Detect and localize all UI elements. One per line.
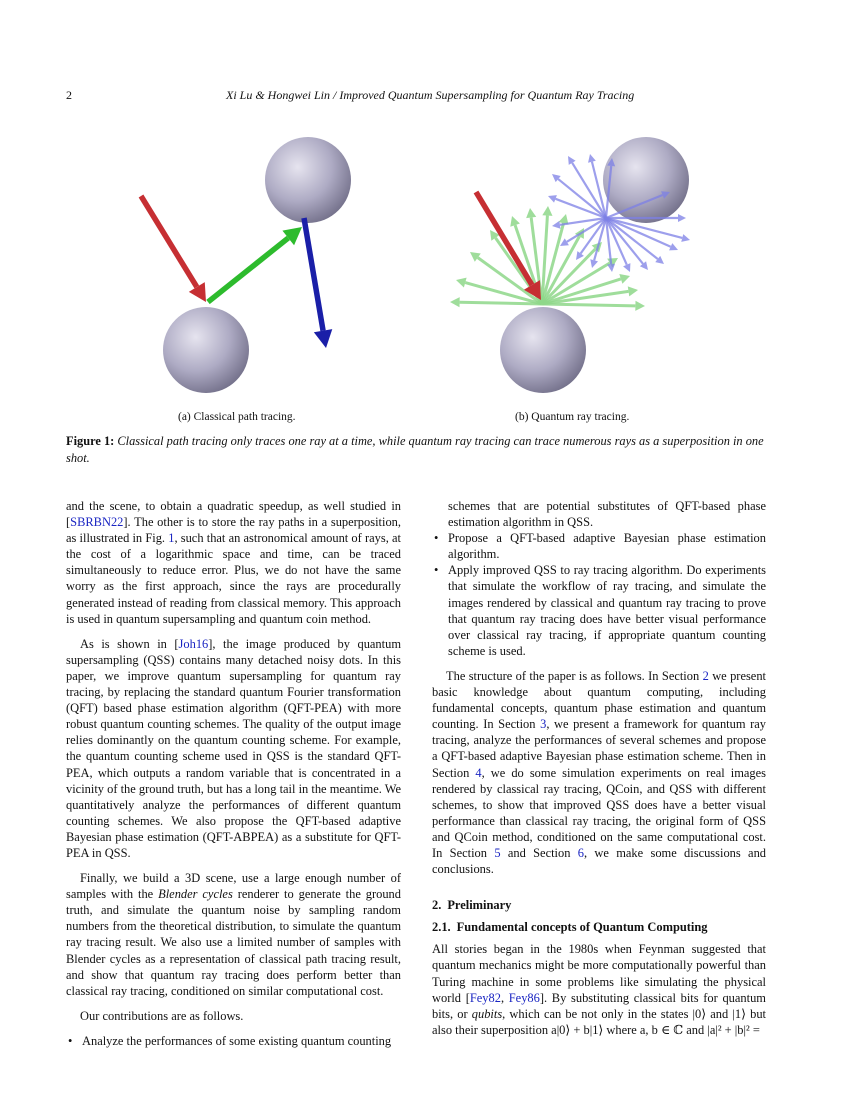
running-head: Xi Lu & Hongwei Lin / Improved Quantum Supersampling for Quantum Ray Tracing	[226, 88, 635, 102]
arrow-icon	[476, 192, 541, 300]
text: and the scene, to obtain a quadratic speedup, as well studied in [	[66, 499, 401, 530]
sphere-icon	[265, 137, 351, 223]
panel-a-classical	[141, 137, 351, 393]
subcaption-b: (b) Quantum ray tracing.	[515, 411, 630, 423]
arrow-icon	[208, 227, 302, 302]
paragraph-1	[66, 498, 401, 627]
section-ref-link[interactable]: 4	[475, 765, 482, 780]
arrow-icon	[304, 218, 332, 348]
text: ]. By substituting classical bits for quantum bits, or	[432, 990, 766, 1021]
text: , we do some simulation experiments on real images rendered by classical ray tracing, QCoin, and QSS with different schemes, to show that improved QSS does have a better visual performance than classical ray tracing, the original form of QSS and QCoin method, conditioned on the same computational cost. In Section	[432, 765, 766, 860]
arrow-icon	[470, 252, 542, 304]
text: Analyze the performances of some existing quantum counting	[82, 1033, 392, 1048]
text: Apply improved QSS to ray tracing algorithm. Do experiments that simulate the workflow of ray tracing, and simulate the images rendered by classical and quantum ray tracing to prove that quantum ray tracing does have better visual performance over classical ray tracing, if appropriate quantum counting scheme is used.	[448, 563, 766, 658]
section-ref-link[interactable]: 5	[494, 845, 501, 860]
text: we present basic knowledge about quantum computing, including fundamental concepts, quantum phase estimation and quantum counting. In Section	[432, 668, 766, 732]
bullet-icon: •	[434, 563, 439, 578]
section-ref-link[interactable]: 2	[702, 668, 709, 683]
arrow-icon	[588, 154, 606, 218]
emphasis: Blender cycles	[158, 887, 233, 902]
panel-b-quantum	[450, 137, 690, 393]
list-item	[432, 530, 766, 562]
subcaption-a: (a) Classical path tracing.	[178, 411, 296, 423]
list-item	[432, 498, 766, 530]
contributions-list-cont	[432, 498, 766, 659]
text: The structure of the paper is as follows. In Section	[446, 668, 703, 683]
left-column	[66, 498, 401, 1049]
text: and Section	[500, 845, 578, 860]
text: As is shown in [	[80, 636, 179, 651]
arrow-icon	[568, 156, 606, 218]
text: , we make some discussions and conclusions.	[432, 845, 767, 877]
citation-link[interactable]: Fey82	[469, 990, 501, 1005]
page-number: 2	[66, 88, 72, 102]
figure-1	[0, 130, 850, 420]
emphasis: qubits	[471, 1006, 503, 1021]
paragraph-2	[66, 636, 401, 861]
text: All stories began in the 1980s when Feynman suggested that quantum mechanics might be more computationally powerful than Turing machine in some problems like simulating the physical world [	[432, 942, 766, 1005]
arrow-icon	[141, 196, 206, 302]
subsection-title: Fundamental concepts of Quantum Computing	[456, 920, 708, 935]
section-number: 2.	[432, 898, 442, 913]
citation-link[interactable]: Joh16	[178, 636, 209, 651]
text: ], the image produced by quantum supersampling (QSS) contains many detached noisy dots. In this paper, we improve quantum supersampling for quantum ray tracing, by replacing the standard quantum Fourier transformation (QFT) based phase estimation algorithm (QFT-PEA) with more robust quantum counting schemes. The quality of the output image relies dominantly on the quantum counting scheme. For example, the quantum counting scheme used in QSS is the standard QFT-PEA, which outputs a random variable that is concentrated in a vicinity of the ground truth, but has a long tail in the meantime. We quantitatively analyze the performances of different quantum counting schemes. We also propose the QFT-based adaptive Bayesian phase estimation (QFT-ABPEA) as a substitute for QFT-PEA in QSS.	[66, 636, 401, 860]
text: ,	[500, 990, 509, 1005]
bullet-icon: •	[434, 531, 439, 546]
figure-label: Figure 1:	[66, 434, 115, 448]
bullet-icon: •	[68, 1033, 73, 1048]
text: Finally, we build a 3D scene, use a large enough number of samples with the	[66, 871, 401, 902]
figure-caption-text: Classical path tracing only traces one ray at a time, while quantum ray tracing can trace numerous rays as a superposition in one shot.	[66, 434, 764, 465]
list-item	[432, 562, 766, 659]
figure-caption	[66, 433, 784, 467]
contributions-list	[66, 1033, 401, 1049]
citation-link[interactable]: Fey86	[508, 990, 540, 1005]
section-ref-link[interactable]: 6	[577, 845, 584, 860]
sphere-icon	[603, 137, 689, 223]
section-heading	[432, 897, 766, 913]
paragraph-5	[432, 668, 766, 877]
subsection-number: 2.1.	[432, 920, 451, 935]
text: , which can be not only in the states |0⟩ and |1⟩ but also their superposition a|0⟩ + b|1⟩ where a, b ∈ ℂ and |a|² + |b|² =	[432, 1006, 766, 1037]
paragraph-6	[432, 941, 766, 1038]
page-header	[66, 88, 784, 104]
arrow-icon	[548, 195, 606, 218]
sphere-icon	[500, 307, 586, 393]
list-item	[66, 1033, 401, 1049]
arrow-icon	[552, 174, 606, 218]
section-ref-link[interactable]: 3	[540, 717, 547, 732]
figure-1-illustration	[0, 130, 850, 420]
figure-ref-link[interactable]: 1	[168, 531, 175, 546]
paragraph-4: Our contributions are as follows.	[80, 1008, 244, 1023]
text: renderer to generate the ground truth, and simulate the quantum noise by sampling random numbers from the theoretical distribution, to simulate the quantum ray tracing result. We also use a limited number of samples with Blender cycles as a representation of classical path tracing result, and show that quantum ray tracing does perform better than classical ray tracing, conditioned on similar computational cost.	[66, 887, 401, 998]
paragraph-3	[66, 870, 401, 999]
text: schemes that are potential substitutes of QFT-based phase estimation algorithm in QSS.	[448, 499, 766, 530]
citation-link[interactable]: SBRBN22	[70, 515, 124, 530]
sphere-icon	[163, 307, 249, 393]
text: ]. The other is to store the ray paths in a superposition, as illustrated in Fig.	[66, 515, 401, 546]
section-title: Preliminary	[447, 898, 512, 913]
subsection-heading	[432, 919, 766, 935]
text: Propose a QFT-based adaptive Bayesian phase estimation algorithm.	[448, 531, 766, 562]
text: , such that an astronomical amount of rays, at the cost of a logarithmic space and time, can be traced simultaneously to reduce error. Plus, we do not have the same worry as the first approach, since the rays are procedurally generated instead of reading from classical memory. This approach is used in quantum supersampling and quantum coin method.	[66, 531, 401, 626]
right-column	[432, 498, 766, 1038]
text: , we present a framework for quantum ray tracing, analyze the performances of several schemes and propose a QFT-based adaptive Bayesian phase estimation scheme. Then in Section	[432, 717, 766, 780]
